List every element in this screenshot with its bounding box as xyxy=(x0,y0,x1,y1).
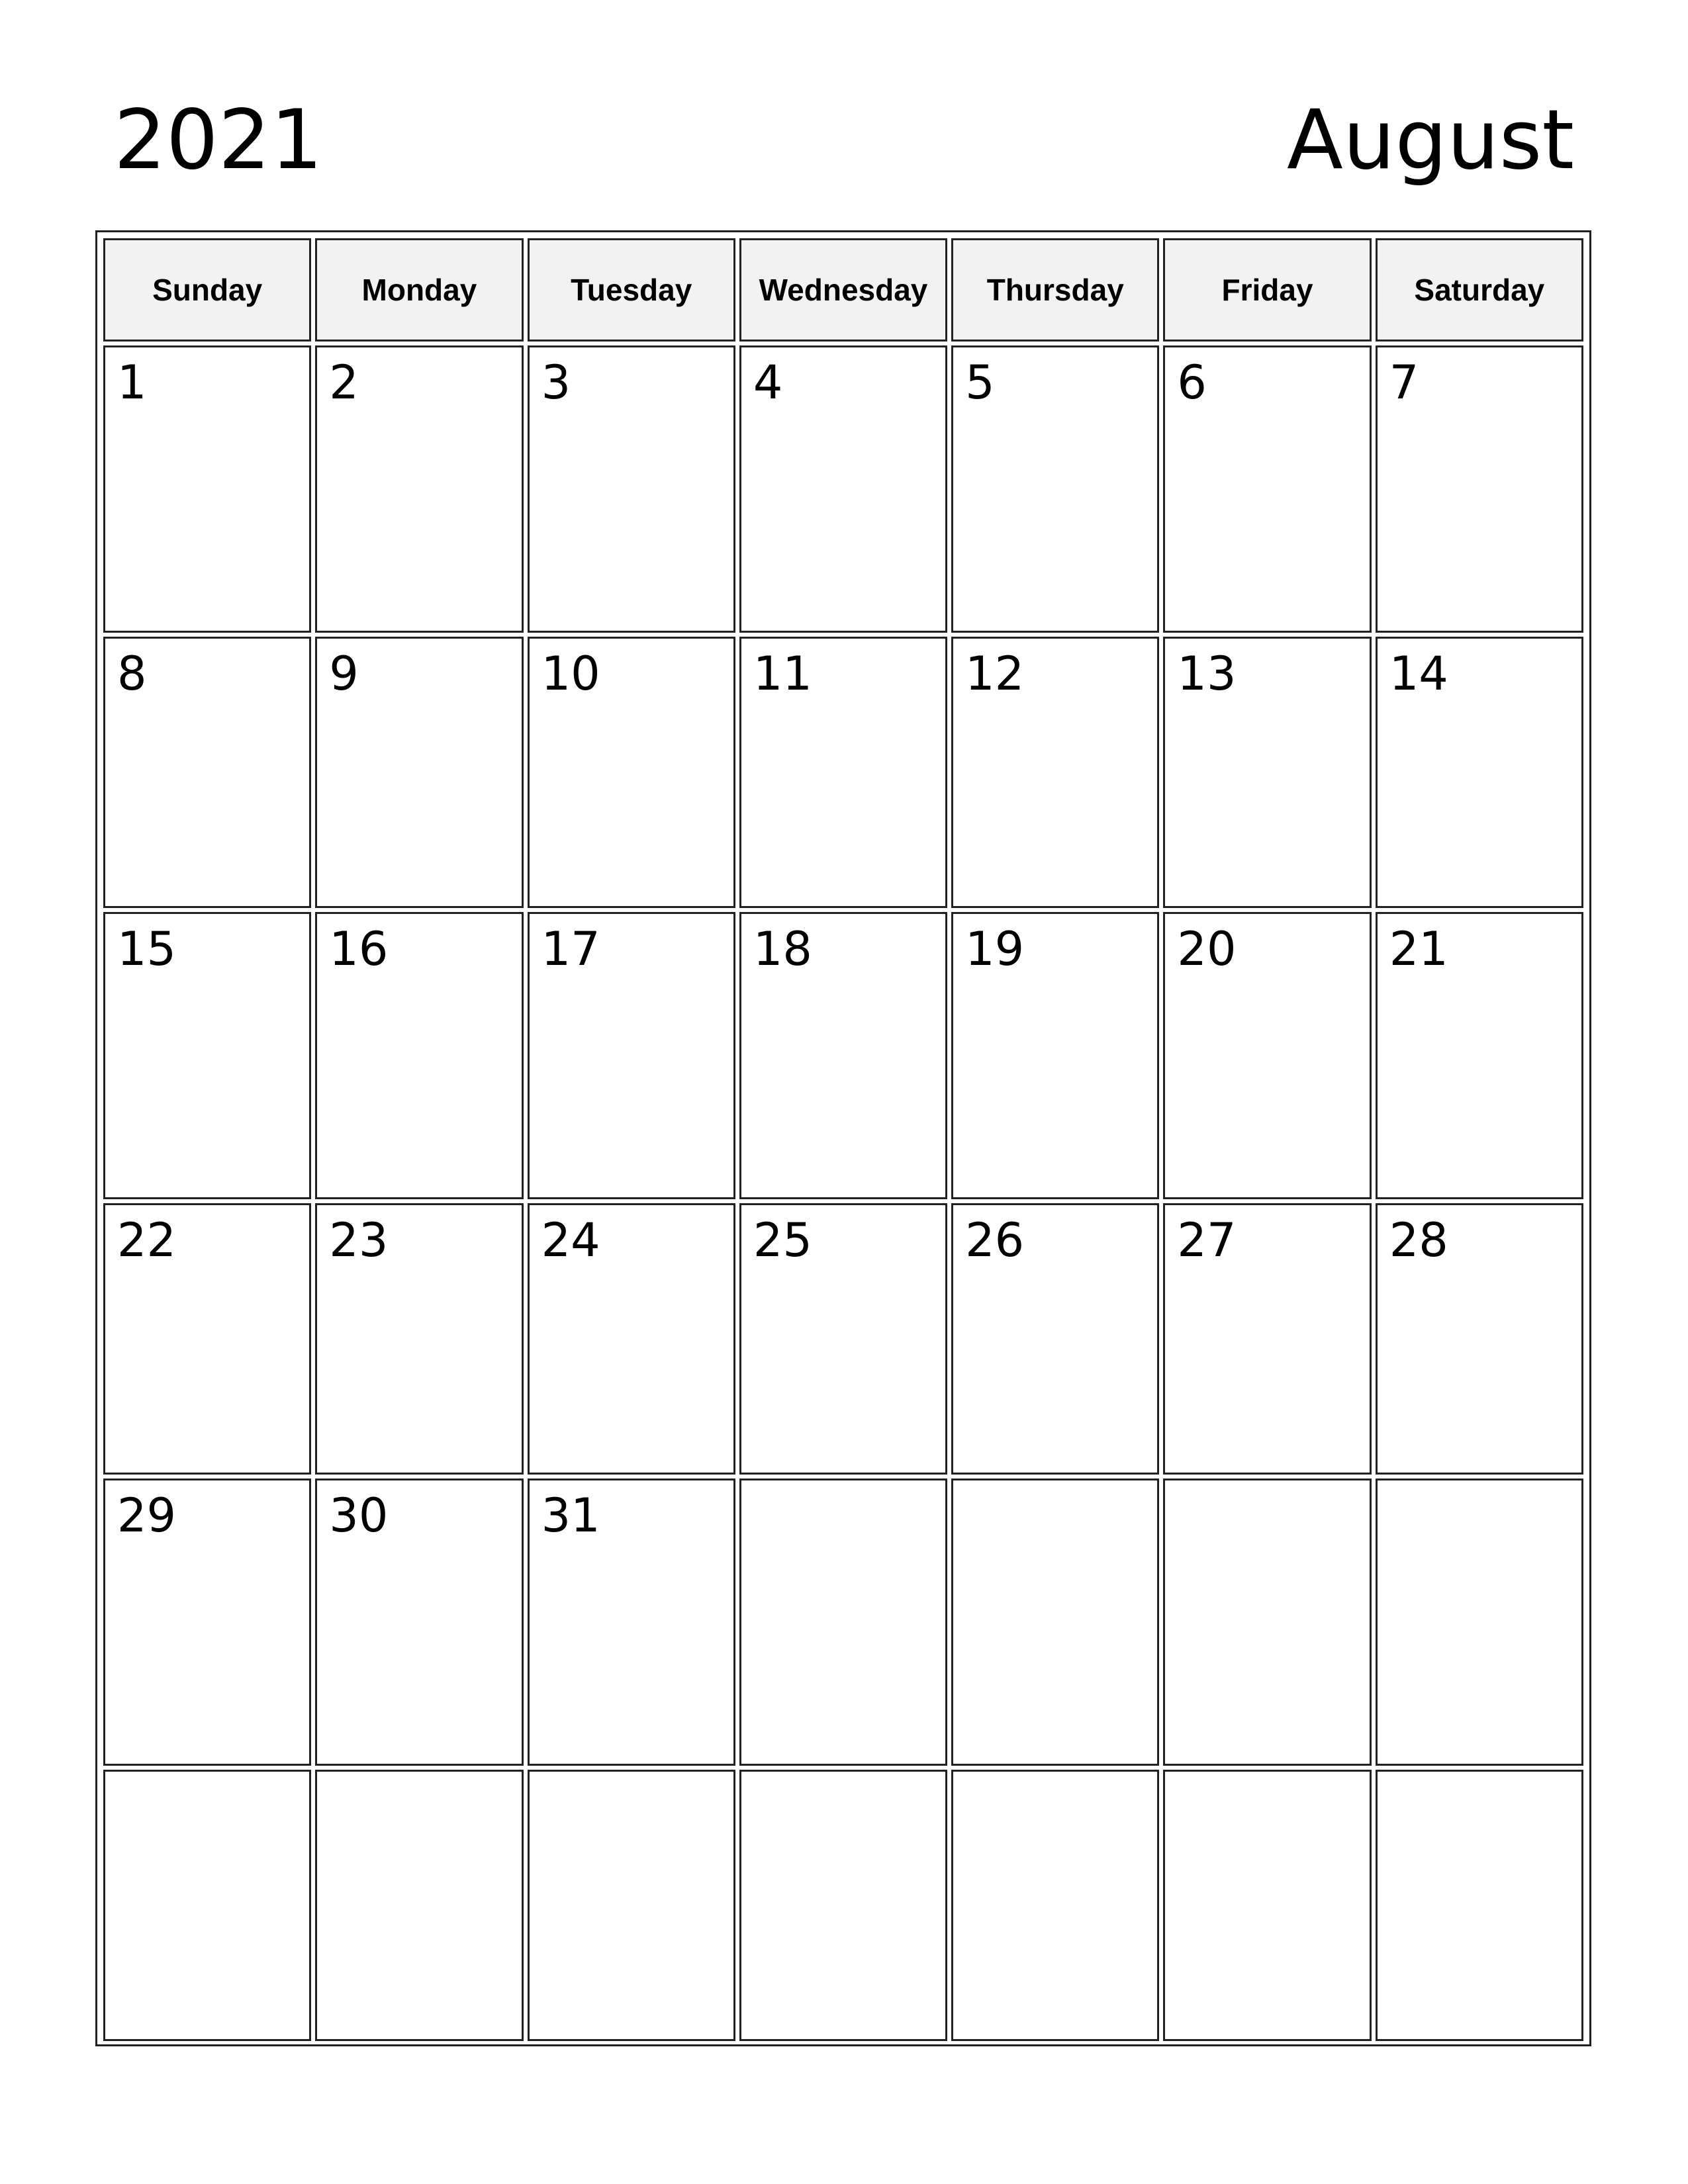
day-number xyxy=(1165,1772,1369,1784)
weekday-sunday: Sunday xyxy=(103,238,311,341)
calendar-frame xyxy=(95,230,1591,2046)
week-row xyxy=(103,345,1583,633)
day-cell[interactable] xyxy=(315,1770,523,2041)
day-cell[interactable] xyxy=(951,912,1159,1199)
day-number: 24 xyxy=(541,1213,600,1267)
day-number: 17 xyxy=(541,922,600,976)
day-number xyxy=(530,1772,733,1784)
day-cell[interactable] xyxy=(528,345,735,633)
day-number: 21 xyxy=(1389,922,1448,976)
day-number: 13 xyxy=(1177,647,1237,701)
day-number: 8 xyxy=(117,647,147,701)
day-cell[interactable] xyxy=(739,345,947,633)
day-number: 20 xyxy=(1177,922,1237,976)
day-number xyxy=(1378,1772,1581,1784)
day-number: 16 xyxy=(329,922,389,976)
day-cell[interactable] xyxy=(739,1203,947,1475)
day-cell[interactable] xyxy=(1163,1203,1371,1475)
day-number: 7 xyxy=(1389,355,1419,410)
day-cell[interactable] xyxy=(951,345,1159,633)
day-cell[interactable] xyxy=(103,1770,311,2041)
day-number: 27 xyxy=(1177,1213,1237,1267)
calendar-grid xyxy=(99,234,1587,2045)
weekday-thursday: Thursday xyxy=(951,238,1159,341)
day-cell[interactable] xyxy=(528,637,735,908)
day-number: 10 xyxy=(541,647,600,701)
day-cell[interactable] xyxy=(315,1203,523,1475)
day-number xyxy=(1165,1480,1369,1492)
day-number xyxy=(953,1772,1157,1784)
day-cell[interactable] xyxy=(315,345,523,633)
day-cell[interactable] xyxy=(103,637,311,908)
day-cell[interactable] xyxy=(1376,1479,1583,1766)
calendar-year: 2021 xyxy=(114,93,323,188)
weekday-saturday: Saturday xyxy=(1376,238,1583,341)
weekday-wednesday: Wednesday xyxy=(739,238,947,341)
week-row xyxy=(103,1203,1583,1475)
day-number: 11 xyxy=(753,647,812,701)
day-cell[interactable] xyxy=(951,1479,1159,1766)
day-cell[interactable] xyxy=(951,1770,1159,2041)
day-cell[interactable] xyxy=(315,912,523,1199)
day-cell[interactable] xyxy=(1376,345,1583,633)
day-number: 5 xyxy=(965,355,995,410)
day-cell[interactable] xyxy=(739,912,947,1199)
day-number: 18 xyxy=(753,922,812,976)
day-number: 1 xyxy=(117,355,147,410)
day-cell[interactable] xyxy=(951,1203,1159,1475)
day-cell[interactable] xyxy=(315,637,523,908)
weekday-tuesday: Tuesday xyxy=(528,238,735,341)
weekday-monday: Monday xyxy=(315,238,523,341)
day-cell[interactable] xyxy=(1163,637,1371,908)
day-number: 31 xyxy=(541,1488,600,1543)
week-row xyxy=(103,1770,1583,2041)
day-cell[interactable] xyxy=(739,1770,947,2041)
day-cell[interactable] xyxy=(739,1479,947,1766)
day-cell[interactable] xyxy=(1376,912,1583,1199)
calendar-month: August xyxy=(1287,93,1574,188)
day-number xyxy=(741,1480,945,1492)
day-cell[interactable] xyxy=(528,1203,735,1475)
weekday-friday: Friday xyxy=(1163,238,1371,341)
day-number: 14 xyxy=(1389,647,1448,701)
day-number xyxy=(317,1772,521,1784)
day-cell[interactable] xyxy=(1376,1770,1583,2041)
day-number: 30 xyxy=(329,1488,389,1543)
weekday-header-row xyxy=(103,238,1583,341)
day-number: 3 xyxy=(541,355,571,410)
day-cell[interactable] xyxy=(1376,637,1583,908)
day-number: 23 xyxy=(329,1213,389,1267)
day-number: 29 xyxy=(117,1488,177,1543)
day-cell[interactable] xyxy=(103,1203,311,1475)
day-number: 26 xyxy=(965,1213,1025,1267)
day-number: 25 xyxy=(753,1213,812,1267)
day-number: 12 xyxy=(965,647,1025,701)
day-number: 28 xyxy=(1389,1213,1448,1267)
day-cell[interactable] xyxy=(1163,912,1371,1199)
day-number: 9 xyxy=(329,647,359,701)
day-cell[interactable] xyxy=(739,637,947,908)
day-number xyxy=(1378,1480,1581,1492)
day-number: 6 xyxy=(1177,355,1207,410)
day-cell[interactable] xyxy=(1163,1770,1371,2041)
day-cell[interactable] xyxy=(315,1479,523,1766)
day-number: 4 xyxy=(753,355,783,410)
day-number xyxy=(953,1480,1157,1492)
day-cell[interactable] xyxy=(1163,345,1371,633)
day-cell[interactable] xyxy=(103,345,311,633)
day-cell[interactable] xyxy=(951,637,1159,908)
day-number: 15 xyxy=(117,922,177,976)
day-number xyxy=(741,1772,945,1784)
week-row xyxy=(103,1479,1583,1766)
day-cell[interactable] xyxy=(528,1479,735,1766)
day-number xyxy=(105,1772,309,1784)
day-number: 19 xyxy=(965,922,1025,976)
day-cell[interactable] xyxy=(1376,1203,1583,1475)
day-cell[interactable] xyxy=(528,912,735,1199)
day-number: 2 xyxy=(329,355,359,410)
day-cell[interactable] xyxy=(528,1770,735,2041)
day-cell[interactable] xyxy=(1163,1479,1371,1766)
week-row xyxy=(103,637,1583,908)
day-number: 22 xyxy=(117,1213,177,1267)
day-cell[interactable] xyxy=(103,1479,311,1766)
day-cell[interactable] xyxy=(103,912,311,1199)
week-row xyxy=(103,912,1583,1199)
